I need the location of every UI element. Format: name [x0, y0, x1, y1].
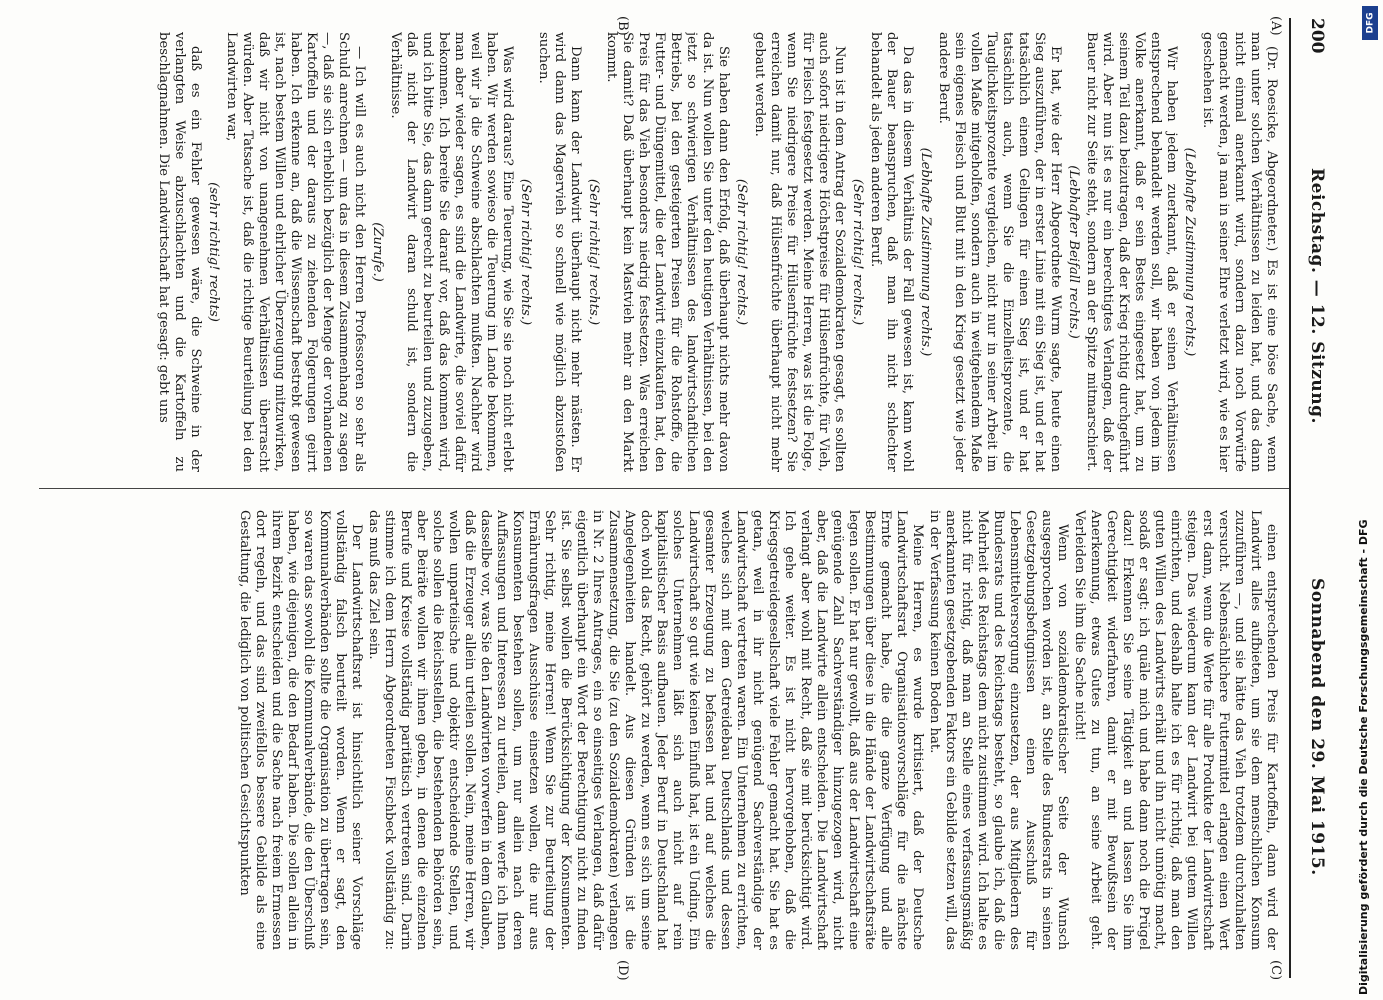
page-number: 200 — [1307, 18, 1327, 54]
header-right-title: Sonnabend den 29. Mai 1915. — [1307, 578, 1327, 876]
digitization-credit: Digitalisierung gefördert durch die Deutsche Forschungsgemeinschaft - DFG — [1357, 519, 1370, 995]
dfg-logo: DFG — [1362, 6, 1378, 40]
paragraph: Wenn von sozialdemokratischer Seite der Wunsch ausgesprochen worden ist, an Stelle des Bundesrats in seinen Gesetzgebungsbefugnissen einen Ausschuß für Lebensmittelversorgung einzusetzen, der aus Mitgliedern des Bundesrats und des Reichstags besteht, so glaube ich, daß die Mehrheit des Reichstags dem nicht zustimmen wird. Ich halte es nicht für richtig, daß man an Stelle eines verfassungsmäßig anerkannten gesetzgebenden Faktors ein Gebilde setzen will, das in der Verfassung keinen Boden hat. — [927, 510, 1070, 950]
paragraph: Der Landwirtschaftsrat ist hinsichtlich seiner Vorschläge vollständig falsch beurteilt worden. Wenn er sagt, den Kommunalverbänden sollte die Organisation zu übertragen sein, so waren das sowohl die Kommunalverbände, die den Überschuß haben, wie diejenigen, die den Bedarf haben. Die sollen allein in ihrem Bezirk entscheiden und die Sache nach freiem Ermessen dort regeln, und das sind zweifellos bessere Gebilde als eine Gestaltung, die lediglich von politischen Gesichtspunkten — [237, 510, 364, 950]
interjection: (Lebhafter Beifall rechts.) — [1066, 165, 1081, 339]
paragraph: Was wird daraus? Eine Teuerung, wie Sie sie noch nicht erlebt haben. Wir werden sowieso die Teuerung im Lande bekommen, weil wir ja die Schweine abschlachten mußten. Nachher wird man aber wieder sagen, es sind die Landwirte, die soviel dafür bekommen. Ich bereite Sie darauf vor, daß das kommen wird, und ich bitte Sie, das dann gerecht zu beurteilen und zuzugeben, daß nicht der Landwirt daran schuld ist, sondern die Verhältnisse. — [388, 32, 515, 472]
paragraph: Sie haben dann den Erfolg, daß überhaupt nichts mehr davon da ist. Nun wollen Sie unter den heutigen Verhältnissen, bei den jetzt so schwierigen Verhältnissen des landwirtschaftlichen Betriebs, bei den gesteigerten Preisen für die Rohstoffe, die Futter- und Düngemittel, die der Landwirt einzukaufen hat, den Preis für das Vieh besonders niedrig festsetzen. Was erreichen Sie damit? Daß überhaupt kein Mastvieh mehr an den Markt kommt. — [604, 32, 731, 472]
paragraph: Meine Herren, es wurde kritisiert, daß der Deutsche Landwirtschaftsrat Organisationsvorschläge für die nächste Ernte gemacht habe, die die ganze Verfügung und alle Bestimmungen über diese in die Hände der Landwirtschaftsräte legen sollen. Er hat nur gewollt, daß aus der Landwirtschaft eine genügende Zahl Sachverständiger hinzugezogen wird, nicht aber, daß die Landwirte allein entscheiden. Die Landwirtschaft verlangt aber wohl mit Recht, daß sie mit berücksichtigt wird. Ich gehe weiter. Es ist nicht hervorgehoben, daß die Kriegsgetreidegesellschaft viele Fehler gemacht hat. Sie hat es getan, weil in ihr nicht genügend Sachverständige der Landwirtschaft vertreten waren. Ein Unternehmen zu errichten, welches sich mit dem Getreidebau Deutschlands und dessen gesamter Erzeugung zu befassen hat und auf welches die Landwirtschaft so gut wie keinen Einfluß hat, ist ein Unding. Ein solches Unternehmen läßt sich auch nicht auf rein kapitalistischer Basis aufbauen. Jeder Beruf in Deutschland hat doch wohl das Recht, gehört zu werden, wenn es sich um seine Angelegenheiten handelt. Aus diesen Gründen ist die Zusammensetzung, die Sie (zu den Sozialdemokraten) verlangen in Nr. 2 Ihres Antrages, ein so einseitiges Verlangen, daß dafür eigentlich überhaupt ein Wort der Berechtigung nicht zu finden ist. Sie selbst wollen die Berücksichtigung der Konsumenten. Sehr richtig, meine Herren! Wenn Sie zur Beurteilung der Ernährungsfragen Ausschüsse einsetzen wollen, die nur aus Konsumenten bestehen sollen, um nur allein nach deren Auffassungen und Interessen zu urteilen, dann werfe ich Ihnen dasselbe vor, was Sie den Landwirten vorwerfen in dem Glauben, daß die Erzeuger allein urteilen sollen. Nein, meine Herren, wir wollen unparteiische und objektiv entscheidende Stellen, und solche sollen die Reichsstellen, die bestehenden Behörden sein, aber Beiräte wollen wir ihnen geben, in denen die einzelnen Berufe und Kreise vollständig paritätisch vertreten sind. Darin stimme ich dem Herrn Abgeordneten Fischbeck vollständig zu: das muß das Ziel sein. — [366, 510, 925, 950]
interjection: (Lebhafte Zustimmung rechts.) — [918, 147, 933, 357]
margin-marker-a: (A) — [1268, 16, 1283, 36]
interjection: (Lebhafte Zustimmung rechts.) — [1182, 147, 1197, 357]
interjection: (Sehr richtig! rechts.) — [734, 178, 749, 326]
left-column — [49, 32, 1279, 472]
interjection: (sehr richtig! rechts) — [206, 182, 221, 322]
header-rule — [1289, 18, 1291, 978]
paragraph: Wir haben jedem zuerkannt, daß er seinen Verhältnissen entsprechend behandelt werden soll, wir haben von jedem im Volke anerkannt, daß er sein Bestes eingesetzt hat, um zu seinem Teil dazu beizutragen, daß der Krieg richtig durchgeführt wird. Aber nun ist es nur ein berechtigtes Verlangen, daß der Bauer nicht zur Seite steht, sondern an der Spitze mitmarschiert. — [1084, 32, 1179, 472]
paragraph: (Dr. Roesicke, Abgeordneter.) Es ist eine böse Sache, wenn man unter solchen Verhältnissen zu leiden hat, und das dann nicht einmal anerkannt wird, sondern dazu noch Vorwürfe gemacht werden, ja man in seiner Ehre verletzt wird, wie es hier geschehen ist. — [1200, 32, 1279, 472]
page-header — [1295, 18, 1335, 978]
column-divider — [39, 488, 1289, 489]
paragraph: Nun ist in dem Antrag der Sozialdemokraten gesagt, es sollten auch sofort niedrigere Höchstpreise für Hülsenfrüchte, für Vieh, für Fleisch festgesetzt werden. Meine Herren, was ist die Folge, wenn Sie niedrigere Preise für Hülsenfrüchte festsetzen? Sie erreichen damit nur, daß Hülsenfrüchte überhaupt nicht mehr gebaut werden. — [752, 32, 847, 472]
interjection: (Sehr richtig! rechts.) — [518, 178, 533, 326]
paragraph: einen entsprechenden Preis für Kartoffeln, dann wird der Landwirt alles aufbieten, um sie dem menschlichen Konsum zuzuführen —, und sie hätte das Vieh trotzdem durchzuhalten versucht. Nebensächlichere Futtermittel erlangen einen Wert erst dann, wenn die Werte für alle Produkte der Landwirtschaft steigen. Das wiederum kann der Landwirt bei gutem Willen einrichten, und deshalb halte ich es für richtig, daß man den guten Willen des Landwirts erhält und ihn nicht unnötig macht, sodaß er sagt: ich quäle mich und habe dann noch die Prügel dazu! Erkennen Sie seine Tätigkeit an und lassen Sie ihm Gerechtigkeit widerfahren, damit er mit Bewußtsein der Anerkennung, etwas Gutes zu tun, an seine Arbeit geht. Verleiden Sie ihm die Sache nicht! — [1072, 510, 1279, 950]
margin-marker-b: (B) — [615, 16, 630, 36]
interjection: (Zurufe.) — [370, 222, 385, 282]
margin-marker-d: (D) — [615, 960, 630, 981]
right-column — [49, 510, 1279, 950]
paragraph: daß es ein Fehler gewesen wäre, die Schweine in der verlangten Weise abzuschlachten und die Kartoffeln zu beschlagnahmen. Die Landwirtschaft hat gesagt: gebt uns — [156, 32, 203, 472]
paragraph: Er hat, wie der Herr Abgeordnete Wurm sagte, heute einen Sieg auszuführen, der in erster Linie mit ein Sieg ist, und er hat tatsächlich einem Gelingen für einen Sieg ist, und er hat tatsächlich auch, wenn Sie die Einzelheitsprozente, die Tauglichkeitsprozente vergleichen, nicht nur in seiner Arbeit im vollen Maße mitgeholfen, sondern auch in weitgehendem Maße sein eigenes Fleisch und Blut mit in den Krieg gesetzt wie jeder andere Beruf. — [936, 32, 1063, 472]
paragraph: Dann kann der Landwirt überhaupt nicht mehr mästen. Er wird dann das Magervieh so schnell wie möglich abzustoßen suchen. — [536, 32, 583, 472]
margin-marker-c: (C) — [1268, 960, 1283, 981]
interjection: (Sehr richtig! rechts.) — [586, 178, 601, 326]
paragraph: Da das in diesem Verhältnis der Fall gewesen ist, kann wohl der Bauer beanspruchen, daß man ihn nicht schlechter behandelt als jeden anderen Beruf. — [868, 32, 915, 472]
paragraph: — Ich will es auch nicht den Herren Professoren so sehr als Schuld anrechnen — um das in diesem Zusammenhang zu sagen —, daß sie sich erheblich bezüglich der Menge der vorhandenen Kartoffeln und der daraus zu ziehenden Folgerungen geirrt haben. Ich erkenne an, daß die Wissenschaft bestrebt gewesen ist, nach bestem Willen und ehrlicher Überzeugung mitzuwirken, daß wir nicht von unangenehmen Verhältnissen überrascht würden. Aber Tatsache ist, daß die richtige Beurteilung bei den Landwirten war, — [224, 32, 367, 472]
interjection: (Sehr richtig! rechts.) — [850, 178, 865, 326]
rotated-page — [35, 16, 1335, 981]
header-left-title: Reichstag. — 12. Sitzung. — [1307, 168, 1327, 424]
